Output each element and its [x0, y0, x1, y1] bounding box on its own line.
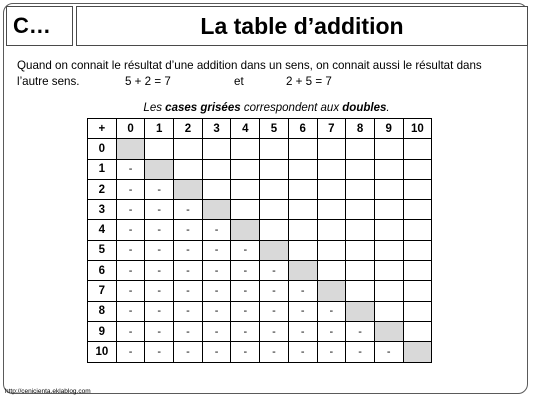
- empty-cell: [260, 179, 289, 199]
- empty-cell: [403, 220, 432, 240]
- empty-cell: [288, 200, 317, 220]
- dash-cell: -: [174, 261, 203, 281]
- column-header-10: 10: [403, 119, 432, 139]
- empty-cell: [145, 139, 174, 159]
- column-header-2: 2: [174, 119, 203, 139]
- empty-cell: [288, 179, 317, 199]
- dash-cell: -: [145, 200, 174, 220]
- dash-cell: -: [116, 220, 145, 240]
- empty-cell: [231, 179, 260, 199]
- dash-cell: -: [288, 321, 317, 341]
- column-header-3: 3: [202, 119, 231, 139]
- column-header-1: 1: [145, 119, 174, 139]
- dash-cell: -: [374, 342, 403, 362]
- empty-cell: [346, 200, 375, 220]
- column-header-8: 8: [346, 119, 375, 139]
- dash-cell: -: [317, 321, 346, 341]
- empty-cell: [346, 220, 375, 240]
- table-row: [88, 200, 432, 220]
- column-header-5: 5: [260, 119, 289, 139]
- dash-cell: -: [231, 281, 260, 301]
- section-label: C…: [6, 6, 73, 46]
- empty-cell: [202, 159, 231, 179]
- legend-note: [0, 102, 533, 114]
- dash-cell: -: [116, 301, 145, 321]
- dash-cell: -: [231, 301, 260, 321]
- dash-cell: -: [145, 342, 174, 362]
- empty-cell: [317, 261, 346, 281]
- legend-emphasis-shaded: cases grisées: [165, 102, 241, 114]
- empty-cell: [346, 159, 375, 179]
- table-row: [88, 281, 432, 301]
- intro-line-2: [17, 74, 522, 90]
- column-header-7: 7: [317, 119, 346, 139]
- empty-cell: [346, 261, 375, 281]
- dash-cell: -: [174, 301, 203, 321]
- empty-cell: [403, 321, 432, 341]
- empty-cell: [288, 240, 317, 260]
- dash-cell: -: [260, 281, 289, 301]
- empty-cell: [174, 159, 203, 179]
- example-equation-2: 2 + 5 = 7: [286, 75, 332, 88]
- legend-emphasis-doubles: doubles: [342, 102, 387, 114]
- dash-cell: -: [260, 342, 289, 362]
- empty-cell: [317, 240, 346, 260]
- table-row: [88, 321, 432, 341]
- dash-cell: -: [231, 261, 260, 281]
- empty-cell: [260, 139, 289, 159]
- empty-cell: [374, 261, 403, 281]
- dash-cell: -: [116, 200, 145, 220]
- row-header-5: 5: [88, 240, 117, 260]
- dash-cell: -: [317, 301, 346, 321]
- dash-cell: -: [145, 261, 174, 281]
- empty-cell: [403, 179, 432, 199]
- row-header-0: 0: [88, 139, 117, 159]
- dash-cell: -: [260, 261, 289, 281]
- row-header-1: 1: [88, 159, 117, 179]
- empty-cell: [374, 139, 403, 159]
- table-row: [88, 301, 432, 321]
- dash-cell: -: [202, 281, 231, 301]
- dash-cell: -: [260, 301, 289, 321]
- dash-cell: -: [288, 301, 317, 321]
- dash-cell: -: [116, 281, 145, 301]
- column-header-6: 6: [288, 119, 317, 139]
- empty-cell: [260, 159, 289, 179]
- dash-cell: -: [231, 240, 260, 260]
- empty-cell: [202, 139, 231, 159]
- row-header-10: 10: [88, 342, 117, 362]
- row-header-3: 3: [88, 200, 117, 220]
- dash-cell: -: [288, 342, 317, 362]
- double-cell: [231, 220, 260, 240]
- dash-cell: -: [317, 342, 346, 362]
- empty-cell: [317, 179, 346, 199]
- dash-cell: -: [202, 321, 231, 341]
- legend-before: Les: [143, 102, 166, 114]
- legend-middle: correspondent aux: [240, 102, 343, 114]
- empty-cell: [403, 281, 432, 301]
- table-row: [88, 220, 432, 240]
- empty-cell: [346, 240, 375, 260]
- column-header-9: 9: [374, 119, 403, 139]
- double-cell: [288, 261, 317, 281]
- example-equation-1: 5 + 2 = 7: [125, 75, 171, 88]
- empty-cell: [288, 159, 317, 179]
- empty-cell: [403, 261, 432, 281]
- empty-cell: [374, 240, 403, 260]
- empty-cell: [231, 200, 260, 220]
- table-row: [88, 240, 432, 260]
- empty-cell: [374, 200, 403, 220]
- double-cell: [174, 179, 203, 199]
- dash-cell: -: [174, 342, 203, 362]
- example-connector: et: [234, 75, 244, 88]
- dash-cell: -: [116, 342, 145, 362]
- intro-text: [17, 58, 522, 90]
- dash-cell: -: [174, 200, 203, 220]
- row-header-2: 2: [88, 179, 117, 199]
- empty-cell: [317, 220, 346, 240]
- dash-cell: -: [202, 240, 231, 260]
- table-row: [88, 179, 432, 199]
- empty-cell: [403, 301, 432, 321]
- double-cell: [317, 281, 346, 301]
- empty-cell: [317, 200, 346, 220]
- dash-cell: -: [174, 240, 203, 260]
- intro-line-1: Quand on connait le résultat d’une addition dans un sens, on connait aussi le résultat dans: [17, 59, 482, 72]
- dash-cell: -: [145, 220, 174, 240]
- legend-after: .: [386, 102, 390, 114]
- table-row: [88, 342, 432, 362]
- dash-cell: -: [346, 321, 375, 341]
- empty-cell: [260, 220, 289, 240]
- empty-cell: [403, 200, 432, 220]
- empty-cell: [260, 200, 289, 220]
- double-cell: [403, 342, 432, 362]
- dash-cell: -: [202, 261, 231, 281]
- empty-cell: [202, 179, 231, 199]
- empty-cell: [346, 281, 375, 301]
- dash-cell: -: [116, 240, 145, 260]
- dash-cell: -: [202, 301, 231, 321]
- row-header-8: 8: [88, 301, 117, 321]
- double-cell: [260, 240, 289, 260]
- dash-cell: -: [145, 240, 174, 260]
- empty-cell: [374, 179, 403, 199]
- dash-cell: -: [116, 179, 145, 199]
- empty-cell: [374, 159, 403, 179]
- page-title: La table d’addition: [76, 6, 528, 46]
- dash-cell: -: [202, 220, 231, 240]
- empty-cell: [174, 139, 203, 159]
- column-header-0: 0: [116, 119, 145, 139]
- empty-cell: [317, 139, 346, 159]
- empty-cell: [374, 281, 403, 301]
- dash-cell: -: [116, 261, 145, 281]
- table-corner-plus: +: [88, 119, 117, 139]
- dash-cell: -: [174, 220, 203, 240]
- row-header-7: 7: [88, 281, 117, 301]
- source-url: http://cenicienta.eklablog.com: [5, 388, 91, 395]
- double-cell: [346, 301, 375, 321]
- row-header-4: 4: [88, 220, 117, 240]
- dash-cell: -: [231, 321, 260, 341]
- dash-cell: -: [202, 342, 231, 362]
- empty-cell: [403, 139, 432, 159]
- empty-cell: [288, 220, 317, 240]
- table-header-row: [88, 119, 432, 139]
- dash-cell: -: [145, 179, 174, 199]
- double-cell: [145, 159, 174, 179]
- empty-cell: [403, 240, 432, 260]
- table-row: [88, 139, 432, 159]
- dash-cell: -: [116, 159, 145, 179]
- dash-cell: -: [145, 281, 174, 301]
- dash-cell: -: [174, 281, 203, 301]
- double-cell: [116, 139, 145, 159]
- empty-cell: [231, 159, 260, 179]
- dash-cell: -: [288, 281, 317, 301]
- dash-cell: -: [260, 321, 289, 341]
- empty-cell: [374, 301, 403, 321]
- table-row: [88, 159, 432, 179]
- double-cell: [374, 321, 403, 341]
- empty-cell: [403, 159, 432, 179]
- dash-cell: -: [116, 321, 145, 341]
- empty-cell: [346, 179, 375, 199]
- dash-cell: -: [346, 342, 375, 362]
- dash-cell: -: [231, 342, 260, 362]
- addition-table: [87, 118, 432, 363]
- dash-cell: -: [174, 321, 203, 341]
- empty-cell: [317, 159, 346, 179]
- row-header-6: 6: [88, 261, 117, 281]
- table-row: [88, 261, 432, 281]
- empty-cell: [231, 139, 260, 159]
- empty-cell: [288, 139, 317, 159]
- empty-cell: [346, 139, 375, 159]
- empty-cell: [374, 220, 403, 240]
- column-header-4: 4: [231, 119, 260, 139]
- intro-line-2-start: l’autre sens.: [17, 75, 80, 88]
- dash-cell: -: [145, 301, 174, 321]
- row-header-9: 9: [88, 321, 117, 341]
- double-cell: [202, 200, 231, 220]
- dash-cell: -: [145, 321, 174, 341]
